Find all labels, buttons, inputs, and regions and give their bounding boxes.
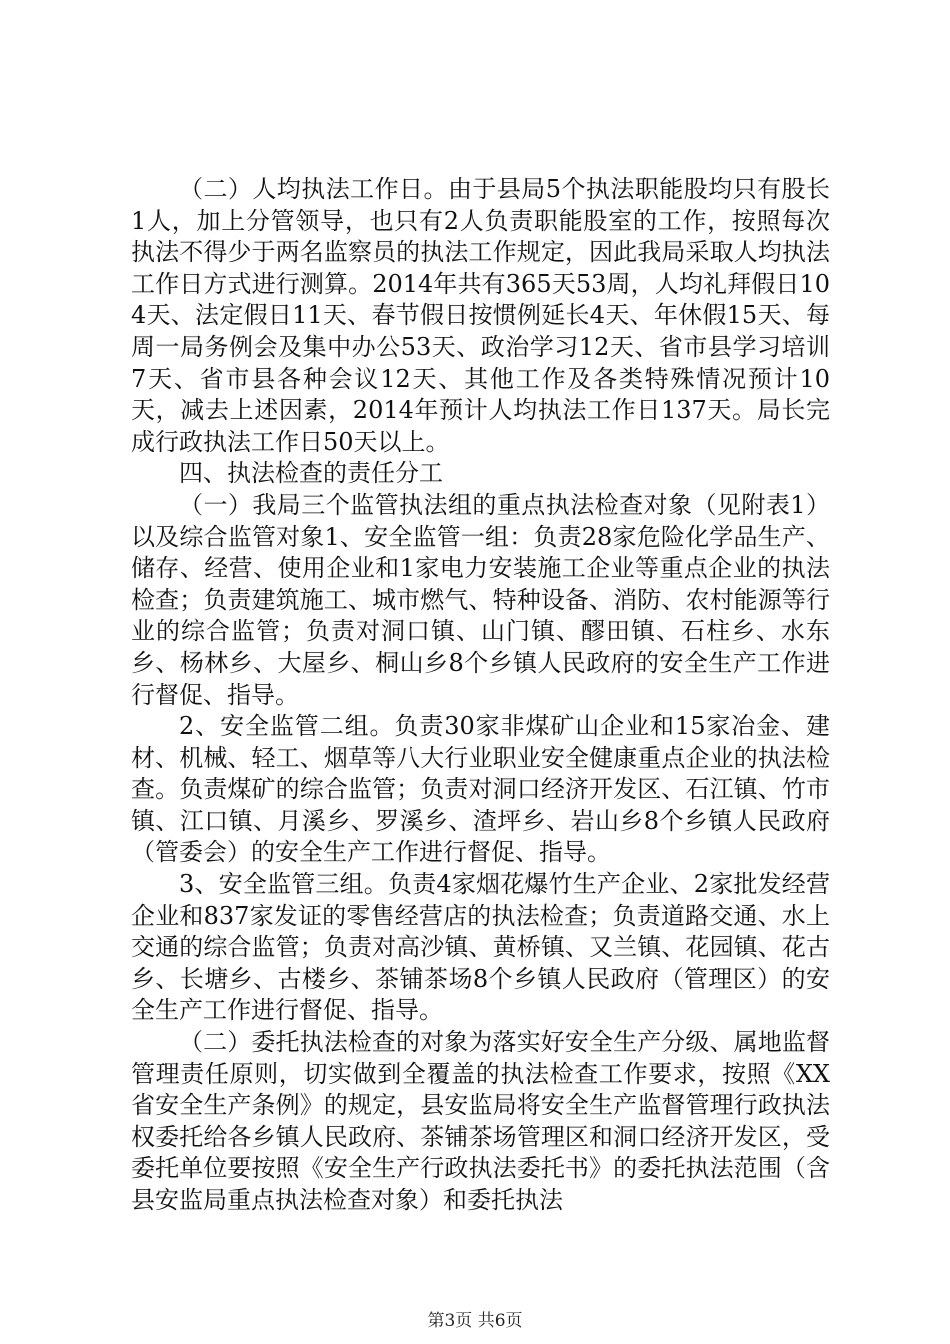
document-body (131, 174, 830, 1217)
paragraph-group-three: 3、安全监管三组。负责4家烟花爆竹生产企业、2家批发经营企业和837家发证的零售经营店的执法检查；负责道路交通、水上交通的综合监管；负责对高沙镇、黄桥镇、又兰镇、花园镇、花古乡、长塘乡、古楼乡、茶铺茶场8个乡镇人民政府（管理区）的安全生产工作进行督促、指导。 (131, 870, 830, 1025)
paragraph-per-capita-workdays: （二）人均执法工作日。由于县局5个执法职能股均只有股长1人，加上分管领导，也只有2人负责职能股室的工作，按照每次执法不得少于两名监察员的执法工作规定，因此我局采取人均执法工作日方式进行测算。2014年共有365天53周，人均礼拜假日104天、法定假日11天、春节假日按惯例延长4天、年休假15天、每周一局务例会及集中办公53天、政治学习12天、省市县学习培训7天、省市县各种会议12天、其他工作及各类特殊情况预计10天，减去上述因素，2014年预计人均执法工作日137天。局长完成行政执法工作日50天以上。 (131, 175, 830, 456)
page-footer: 第3页 共6页 (427, 1311, 523, 1331)
section-heading-responsibility: 四、执法检查的责任分工 (179, 459, 443, 488)
paragraph-group-two: 2、安全监管二组。负责30家非煤矿山企业和15家冶金、建材、机械、轻工、烟草等八大行业职业安全健康重点企业的执法检查。负责煤矿的综合监管；负责对洞口经济开发区、石江镇、竹市镇、江口镇、月溪乡、罗溪乡、渣坪乡、岩山乡8个乡镇人民政府（管委会）的安全生产工作进行督促、指导。 (131, 712, 830, 867)
paragraph-delegated-enforcement: （二）委托执法检查的对象为落实好安全生产分级、属地监督管理责任原则，切实做到全覆盖的执法检查工作要求，按照《XX省安全生产条例》的规定，县安监局将安全生产监督管理行政执法权委托给各乡镇人民政府、茶铺茶场管理区和洞口经济开发区，受委托单位要按照《安全生产行政执法委托书》的委托执法范围（含县安监局重点执法检查对象）和委托执法 (131, 1028, 830, 1214)
paragraph-group-one: （一）我局三个监管执法组的重点执法检查对象（见附表1）以及综合监管对象1、安全监管一组：负责28家危险化学品生产、储存、经营、使用企业和1家电力安装施工企业等重点企业的执法检查；负责建筑施工、城市燃气、特种设备、消防、农村能源等行业的综合监管；负责对洞口镇、山门镇、醪田镇、石柱乡、水东乡、杨林乡、大屋乡、桐山乡8个乡镇人民政府的安全生产工作进行督促、指导。 (131, 490, 830, 709)
